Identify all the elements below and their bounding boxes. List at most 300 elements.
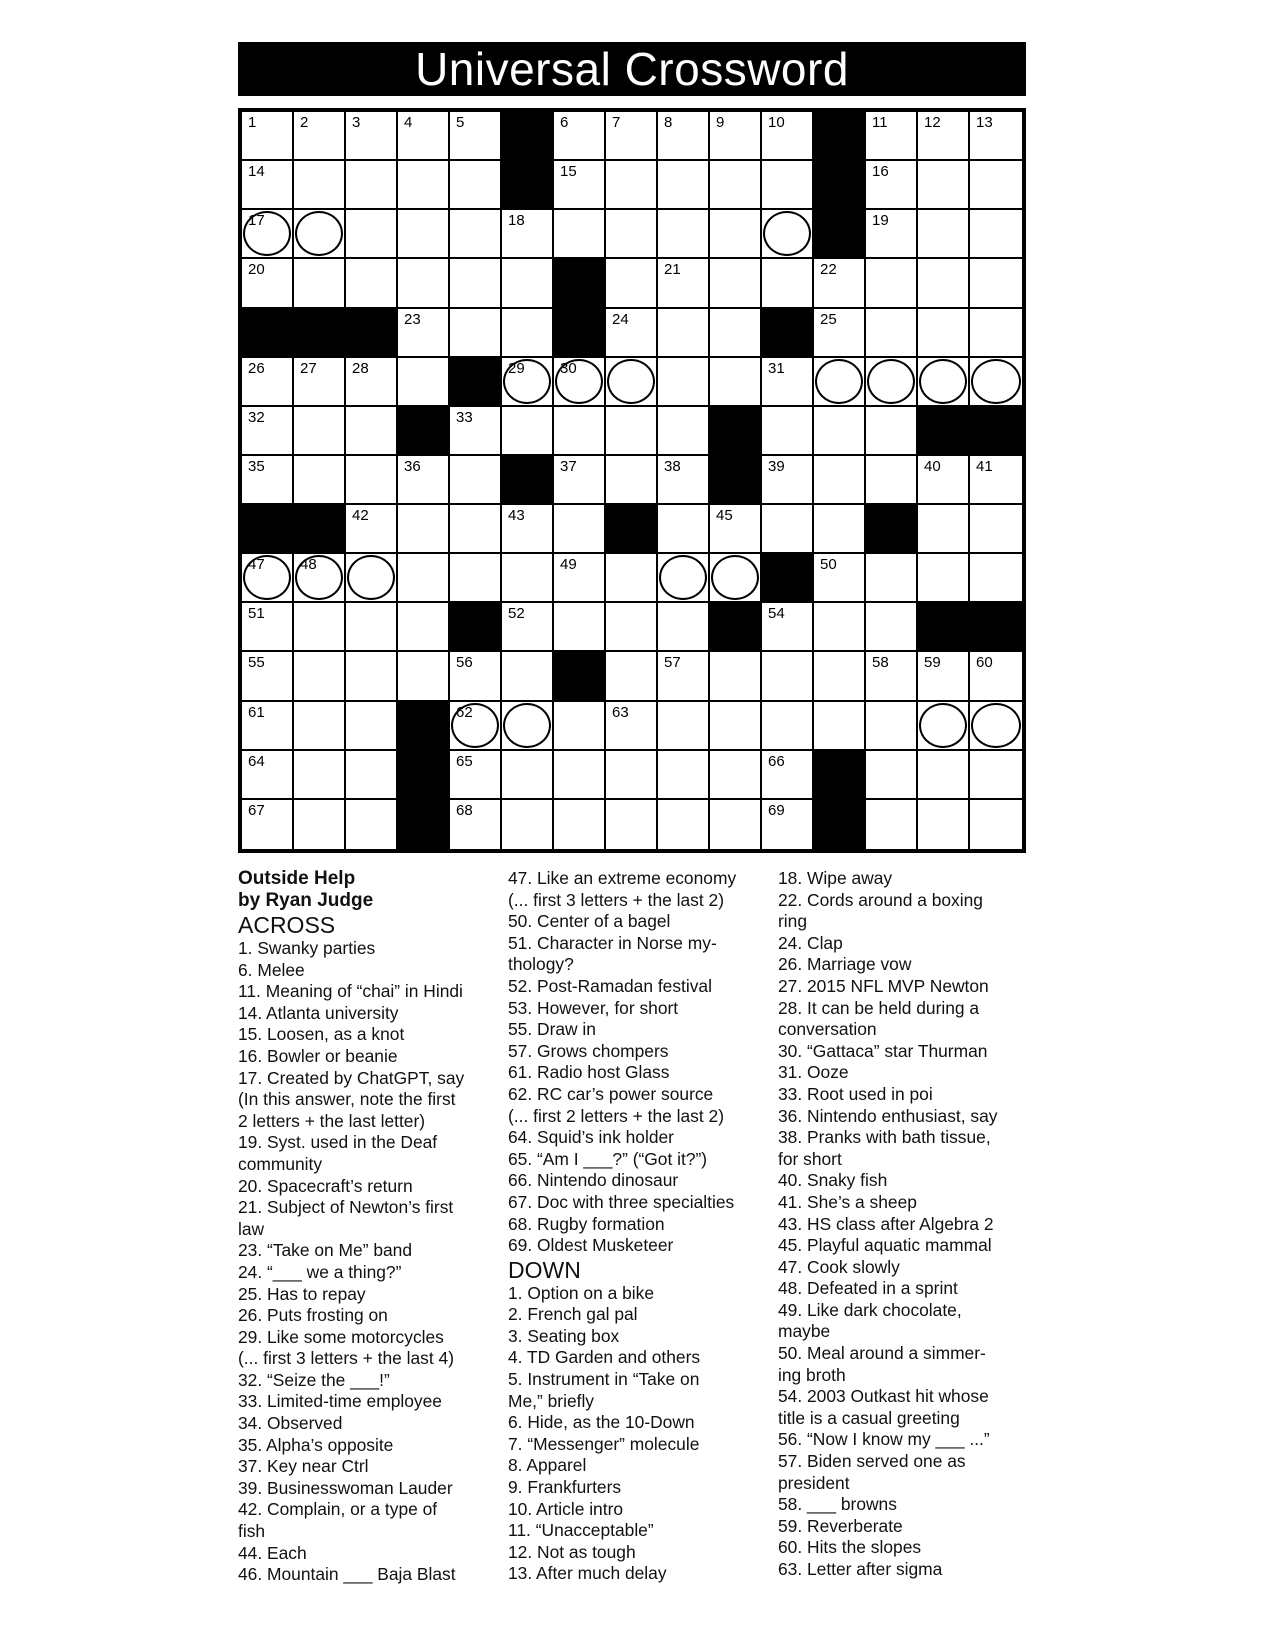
grid-cell[interactable]	[346, 800, 398, 849]
grid-cell[interactable]	[658, 210, 710, 259]
grid-cell[interactable]	[866, 751, 918, 800]
grid-cell[interactable]	[346, 702, 398, 751]
grid-cell[interactable]	[814, 603, 866, 652]
clue-line: 55. Draw in	[508, 1019, 596, 1040]
clue-line: 27. 2015 NFL MVP Newton	[778, 975, 989, 996]
grid-cell[interactable]	[450, 112, 502, 161]
cell-number: 42	[352, 507, 369, 525]
grid-cell[interactable]	[294, 112, 346, 161]
grid-cell[interactable]	[606, 112, 658, 161]
grid-cell[interactable]	[658, 800, 710, 849]
grid-cell[interactable]	[294, 259, 346, 308]
cell-number: 51	[248, 605, 265, 623]
grid-cell[interactable]	[814, 456, 866, 505]
grid-cell[interactable]	[346, 652, 398, 701]
grid-cell[interactable]	[450, 554, 502, 603]
cell-number: 14	[248, 163, 265, 181]
grid-cell[interactable]	[658, 407, 710, 456]
grid-cell[interactable]	[450, 161, 502, 210]
grid-cell[interactable]	[762, 112, 814, 161]
cell-number: 69	[768, 801, 785, 819]
section-heading: DOWN	[508, 1256, 581, 1283]
grid-cell[interactable]	[346, 161, 398, 210]
grid-cell[interactable]	[866, 161, 918, 210]
grid-cell[interactable]	[242, 259, 294, 308]
grid-cell[interactable]	[502, 358, 554, 407]
grid-cell[interactable]	[450, 702, 502, 751]
grid-cell[interactable]	[762, 456, 814, 505]
grid-cell[interactable]	[710, 554, 762, 603]
grid-block	[554, 652, 606, 701]
grid-cell[interactable]	[346, 210, 398, 259]
grid-cell[interactable]	[814, 554, 866, 603]
grid-cell[interactable]	[658, 161, 710, 210]
grid-cell[interactable]	[710, 505, 762, 554]
grid-cell[interactable]	[710, 702, 762, 751]
grid-cell[interactable]	[294, 702, 346, 751]
grid-cell[interactable]	[294, 652, 346, 701]
cell-number: 22	[820, 261, 837, 279]
grid-cell[interactable]	[918, 161, 970, 210]
cell-circle	[919, 359, 967, 404]
cell-circle	[347, 555, 395, 600]
grid-block	[814, 112, 866, 161]
grid-cell[interactable]	[398, 505, 450, 554]
grid-cell[interactable]	[814, 407, 866, 456]
grid-cell[interactable]	[762, 259, 814, 308]
cell-number: 65	[456, 752, 473, 770]
grid-cell[interactable]	[606, 554, 658, 603]
grid-cell[interactable]	[450, 751, 502, 800]
grid-cell[interactable]	[918, 456, 970, 505]
grid-cell[interactable]	[710, 358, 762, 407]
clue-line: 42. Complain, or a type of	[238, 1499, 438, 1520]
grid-cell[interactable]	[242, 358, 294, 407]
cell-number: 7	[612, 114, 621, 131]
grid-cell[interactable]	[294, 161, 346, 210]
clue-line: law	[238, 1218, 265, 1239]
grid-cell[interactable]	[398, 161, 450, 210]
grid-cell[interactable]	[658, 112, 710, 161]
grid-cell[interactable]	[398, 309, 450, 358]
cell-number: 30	[560, 359, 577, 377]
grid-cell[interactable]	[502, 309, 554, 358]
grid-cell[interactable]	[242, 456, 294, 505]
grid-cell[interactable]	[762, 702, 814, 751]
grid-block	[710, 603, 762, 652]
grid-cell[interactable]	[970, 505, 1022, 554]
grid-cell[interactable]	[762, 800, 814, 849]
clue-line: 8. Apparel	[508, 1455, 587, 1476]
grid-cell[interactable]	[554, 800, 606, 849]
grid-cell[interactable]	[918, 554, 970, 603]
grid-cell[interactable]	[918, 259, 970, 308]
puzzle-title: Outside Help	[238, 868, 356, 889]
grid-cell[interactable]	[502, 652, 554, 701]
grid-cell[interactable]	[242, 751, 294, 800]
clue-line: 47. Like an extreme economy	[508, 868, 737, 888]
clue-line: 2. French gal pal	[508, 1304, 638, 1325]
grid-cell[interactable]	[918, 652, 970, 701]
grid-cell[interactable]	[814, 702, 866, 751]
grid-cell[interactable]	[606, 407, 658, 456]
grid-cell[interactable]	[710, 259, 762, 308]
grid-cell[interactable]	[346, 259, 398, 308]
cell-number: 39	[768, 457, 785, 475]
clue-line: 41. She’s a sheep	[778, 1191, 917, 1212]
grid-block	[502, 161, 554, 210]
grid-cell[interactable]	[606, 702, 658, 751]
cell-circle	[971, 359, 1021, 404]
clue-line: 10. Article intro	[508, 1498, 624, 1519]
cell-number: 8	[664, 114, 673, 131]
grid-cell[interactable]	[658, 309, 710, 358]
clue-line: 54. 2003 Outkast hit whose	[778, 1386, 989, 1407]
clue-line: 69. Oldest Musketeer	[508, 1235, 674, 1256]
cell-number: 67	[248, 801, 265, 819]
grid-cell[interactable]	[970, 259, 1022, 308]
grid-cell[interactable]	[866, 456, 918, 505]
clue-line: 24. Clap	[778, 932, 843, 953]
cell-number: 54	[768, 605, 785, 623]
grid-cell[interactable]	[866, 259, 918, 308]
grid-cell[interactable]	[398, 259, 450, 308]
grid-cell[interactable]	[866, 358, 918, 407]
clue-line: 23. “Take on Me” band	[238, 1240, 413, 1261]
clue-line: 30. “Gattaca” star Thurman	[778, 1040, 988, 1061]
cell-number: 37	[560, 457, 577, 475]
grid-cell[interactable]	[294, 800, 346, 849]
grid-cell[interactable]	[398, 652, 450, 701]
clue-line: 43. HS class after Algebra 2	[778, 1213, 994, 1234]
grid-cell[interactable]	[918, 702, 970, 751]
grid-cell[interactable]	[346, 407, 398, 456]
clue-line: thology?	[508, 954, 574, 975]
grid-block	[554, 259, 606, 308]
grid-cell[interactable]	[866, 407, 918, 456]
clue-line: 6. Hide, as the 10-Down	[508, 1412, 695, 1433]
clue-line: 3. Seating box	[508, 1325, 620, 1346]
cell-number: 12	[924, 114, 941, 131]
grid-cell[interactable]	[554, 358, 606, 407]
grid-cell[interactable]	[866, 652, 918, 701]
grid-cell[interactable]	[346, 554, 398, 603]
grid-cell[interactable]	[242, 407, 294, 456]
grid-cell[interactable]	[294, 751, 346, 800]
grid-cell[interactable]	[658, 505, 710, 554]
grid-cell[interactable]	[866, 603, 918, 652]
grid-cell[interactable]	[346, 751, 398, 800]
cell-circle	[971, 703, 1021, 748]
grid-cell[interactable]	[866, 112, 918, 161]
grid-cell[interactable]	[294, 358, 346, 407]
grid-cell[interactable]	[970, 456, 1022, 505]
cell-number: 2	[300, 114, 309, 131]
grid-cell[interactable]	[710, 112, 762, 161]
grid-cell[interactable]	[762, 210, 814, 259]
clue-line: 11. Meaning of “chai” in Hindi	[238, 981, 463, 1002]
clue-line: 32. “Seize the ___!”	[238, 1369, 390, 1390]
grid-cell[interactable]	[242, 554, 294, 603]
grid-cell[interactable]	[866, 800, 918, 849]
cell-number: 36	[404, 457, 421, 475]
grid-cell[interactable]	[606, 309, 658, 358]
clue-line: (... first 3 letters + the last 4)	[238, 1348, 455, 1369]
clue-line: 12. Not as tough	[508, 1541, 636, 1562]
grid-cell[interactable]	[606, 456, 658, 505]
grid-cell[interactable]	[970, 702, 1022, 751]
cell-number: 50	[820, 556, 837, 574]
clue-line: 58. ___ browns	[778, 1494, 897, 1515]
clue-line: 9. Frankfurters	[508, 1477, 622, 1498]
cell-circle	[867, 359, 915, 404]
cell-circle	[503, 703, 551, 748]
grid-cell[interactable]	[450, 259, 502, 308]
grid-cell[interactable]	[918, 210, 970, 259]
grid-cell[interactable]	[554, 456, 606, 505]
grid-cell[interactable]	[242, 112, 294, 161]
clue-line: 34. Observed	[238, 1413, 343, 1434]
grid-cell[interactable]	[762, 407, 814, 456]
grid-cell[interactable]	[658, 358, 710, 407]
grid-cell[interactable]	[606, 161, 658, 210]
grid-cell[interactable]	[398, 358, 450, 407]
clue-line: 46. Mountain ___ Baja Blast	[238, 1564, 456, 1585]
grid-cell[interactable]	[970, 161, 1022, 210]
grid-cell[interactable]	[398, 456, 450, 505]
grid-cell[interactable]	[658, 259, 710, 308]
grid-cell[interactable]	[866, 554, 918, 603]
grid-cell[interactable]	[450, 652, 502, 701]
grid-cell[interactable]	[606, 603, 658, 652]
grid-cell[interactable]	[346, 456, 398, 505]
grid-cell[interactable]	[866, 309, 918, 358]
grid-cell[interactable]	[398, 554, 450, 603]
grid-cell[interactable]	[606, 751, 658, 800]
clue-line: 1. Option on a bike	[508, 1282, 654, 1303]
grid-cell[interactable]	[294, 407, 346, 456]
grid-cell[interactable]	[502, 554, 554, 603]
grid-cell[interactable]	[242, 603, 294, 652]
grid-block	[710, 407, 762, 456]
cell-number: 1	[248, 114, 257, 131]
grid-cell[interactable]	[554, 603, 606, 652]
cell-number: 59	[924, 654, 941, 672]
grid-cell[interactable]	[658, 702, 710, 751]
grid-cell[interactable]	[970, 652, 1022, 701]
grid-cell[interactable]	[346, 358, 398, 407]
cell-number: 58	[872, 654, 889, 672]
cell-number: 16	[872, 163, 889, 181]
grid-cell[interactable]	[554, 751, 606, 800]
grid-cell[interactable]	[606, 358, 658, 407]
grid-cell[interactable]	[710, 800, 762, 849]
grid-cell[interactable]	[606, 210, 658, 259]
clue-line: 26. Puts frosting on	[238, 1305, 388, 1326]
clue-line: 45. Playful aquatic mammal	[778, 1235, 992, 1256]
grid-cell[interactable]	[502, 259, 554, 308]
grid-cell[interactable]	[814, 652, 866, 701]
cell-number: 60	[976, 654, 993, 672]
grid-cell[interactable]	[762, 161, 814, 210]
grid-cell[interactable]	[918, 505, 970, 554]
grid-block	[814, 751, 866, 800]
grid-cell[interactable]	[918, 309, 970, 358]
grid-cell[interactable]	[502, 800, 554, 849]
grid-cell[interactable]	[554, 210, 606, 259]
cell-number: 28	[352, 359, 369, 377]
grid-cell[interactable]	[970, 554, 1022, 603]
clue-line: 11. “Unacceptable”	[508, 1520, 654, 1541]
grid-cell[interactable]	[606, 259, 658, 308]
grid-cell[interactable]	[398, 210, 450, 259]
grid-cell[interactable]	[242, 210, 294, 259]
clue-line: 31. Ooze	[778, 1062, 849, 1083]
clue-line: 37. Key near Ctrl	[238, 1456, 369, 1477]
grid-cell[interactable]	[450, 309, 502, 358]
grid-block	[398, 702, 450, 751]
grid-cell[interactable]	[294, 603, 346, 652]
grid-cell[interactable]	[970, 751, 1022, 800]
grid-cell[interactable]	[450, 505, 502, 554]
grid-cell[interactable]	[502, 210, 554, 259]
grid-cell[interactable]	[710, 161, 762, 210]
grid-cell[interactable]	[866, 702, 918, 751]
grid-cell[interactable]	[554, 554, 606, 603]
cell-number: 55	[248, 654, 265, 672]
clue-line: maybe	[778, 1321, 831, 1342]
grid-cell[interactable]	[710, 751, 762, 800]
clue-line: ing broth	[778, 1364, 846, 1385]
grid-cell[interactable]	[918, 112, 970, 161]
clue-line: 40. Snaky fish	[778, 1170, 888, 1191]
grid-cell[interactable]	[762, 603, 814, 652]
grid-cell[interactable]	[450, 407, 502, 456]
cell-number: 3	[352, 114, 361, 131]
cell-number: 29	[508, 359, 525, 377]
clue-line: 57. Biden served one as	[778, 1451, 966, 1472]
clue-line: 51. Character in Norse my-	[508, 932, 717, 953]
grid-block	[398, 800, 450, 849]
cell-number: 57	[664, 654, 681, 672]
grid-cell[interactable]	[658, 456, 710, 505]
grid-cell[interactable]	[554, 702, 606, 751]
grid-cell[interactable]	[710, 309, 762, 358]
grid-cell[interactable]	[554, 505, 606, 554]
grid-cell[interactable]	[242, 702, 294, 751]
cell-circle	[919, 703, 967, 748]
grid-cell[interactable]	[502, 407, 554, 456]
grid-cell[interactable]	[762, 652, 814, 701]
clue-line: 50. Center of a bagel	[508, 911, 671, 932]
clue-line: 61. Radio host Glass	[508, 1062, 670, 1083]
clue-line: 44. Each	[238, 1542, 307, 1563]
grid-cell[interactable]	[762, 505, 814, 554]
grid-block	[970, 407, 1022, 456]
cell-number: 4	[404, 114, 413, 131]
grid-cell[interactable]	[918, 800, 970, 849]
byline: by Ryan Judge	[238, 890, 374, 911]
grid-cell[interactable]	[918, 751, 970, 800]
grid-cell[interactable]	[658, 554, 710, 603]
grid-cell[interactable]	[294, 554, 346, 603]
grid-cell[interactable]	[710, 210, 762, 259]
cell-number: 11	[872, 114, 888, 131]
clue-line: 28. It can be held during a	[778, 997, 980, 1018]
grid-cell[interactable]	[710, 652, 762, 701]
grid-cell[interactable]	[346, 112, 398, 161]
crossword-grid	[238, 108, 1026, 853]
grid-cell[interactable]	[814, 259, 866, 308]
grid-cell[interactable]	[554, 407, 606, 456]
clue-line: 56. “Now I know my ___ ...”	[778, 1429, 990, 1450]
grid-cell[interactable]	[242, 800, 294, 849]
grid-cell[interactable]	[554, 112, 606, 161]
clue-line: 60. Hits the slopes	[778, 1537, 922, 1558]
clue-line: 47. Cook slowly	[778, 1256, 900, 1277]
grid-cell[interactable]	[970, 800, 1022, 849]
grid-cell[interactable]	[606, 800, 658, 849]
grid-cell[interactable]	[242, 161, 294, 210]
grid-block	[762, 309, 814, 358]
grid-cell[interactable]	[970, 309, 1022, 358]
grid-cell[interactable]	[606, 652, 658, 701]
grid-cell[interactable]	[450, 800, 502, 849]
grid-cell[interactable]	[502, 603, 554, 652]
clue-line: 39. Businesswoman Lauder	[238, 1477, 453, 1498]
clue-line: 33. Root used in poi	[778, 1083, 933, 1104]
grid-cell[interactable]	[970, 210, 1022, 259]
grid-cell[interactable]	[398, 112, 450, 161]
grid-cell[interactable]	[658, 603, 710, 652]
clue-line: 29. Like some motorcycles	[238, 1326, 444, 1347]
grid-cell[interactable]	[918, 358, 970, 407]
grid-cell[interactable]	[502, 505, 554, 554]
grid-cell[interactable]	[866, 210, 918, 259]
grid-block	[814, 210, 866, 259]
grid-cell[interactable]	[398, 603, 450, 652]
grid-cell[interactable]	[814, 358, 866, 407]
clue-line: conversation	[778, 1019, 877, 1040]
clue-line: (In this answer, note the first	[238, 1089, 456, 1110]
grid-cell[interactable]	[450, 210, 502, 259]
cell-number: 33	[456, 408, 473, 426]
grid-cell[interactable]	[294, 456, 346, 505]
grid-cell[interactable]	[450, 456, 502, 505]
grid-cell[interactable]	[658, 652, 710, 701]
grid-cell[interactable]	[762, 751, 814, 800]
grid-cell[interactable]	[502, 751, 554, 800]
grid-cell[interactable]	[762, 358, 814, 407]
cell-number: 52	[508, 605, 525, 623]
grid-cell[interactable]	[554, 161, 606, 210]
grid-cell[interactable]	[970, 112, 1022, 161]
grid-cell[interactable]	[502, 702, 554, 751]
cell-circle	[295, 211, 343, 256]
grid-cell[interactable]	[346, 505, 398, 554]
grid-cell[interactable]	[814, 309, 866, 358]
cell-number: 35	[248, 457, 265, 475]
grid-cell[interactable]	[658, 751, 710, 800]
cell-number: 45	[716, 507, 733, 525]
grid-cell[interactable]	[814, 505, 866, 554]
grid-cell[interactable]	[346, 603, 398, 652]
grid-block	[554, 309, 606, 358]
grid-cell[interactable]	[294, 210, 346, 259]
cell-number: 17	[248, 212, 265, 230]
grid-cell[interactable]	[970, 358, 1022, 407]
grid-cell[interactable]	[242, 652, 294, 701]
